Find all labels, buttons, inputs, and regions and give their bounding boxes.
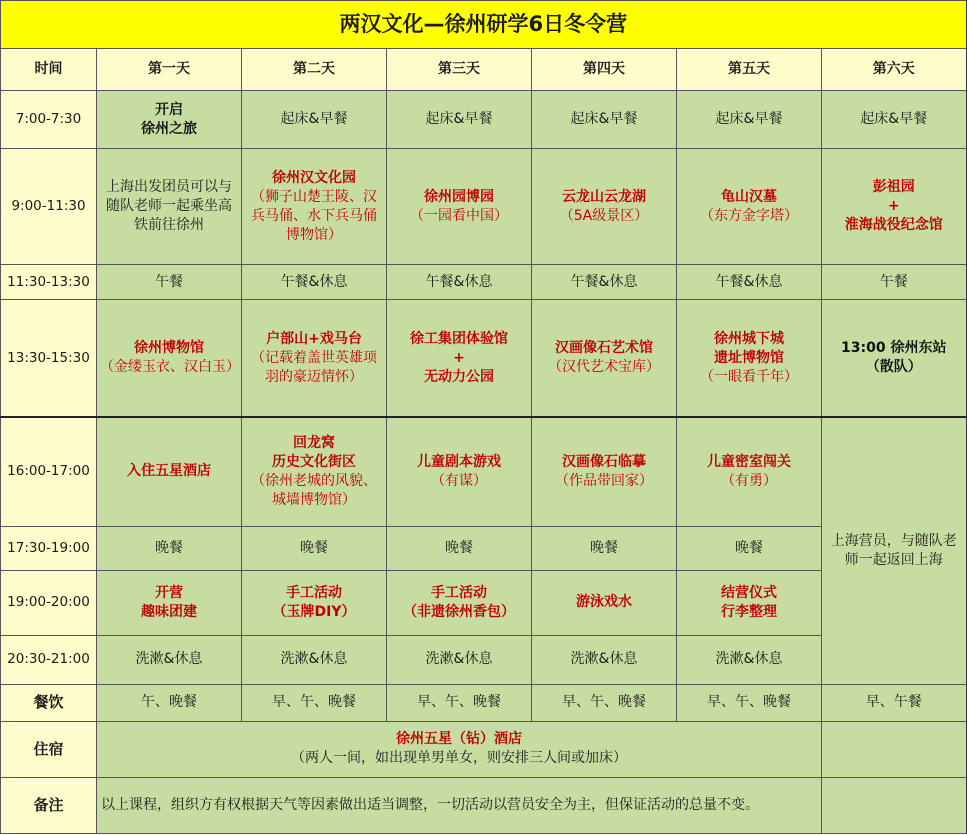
schedule-cell: 起床&早餐 [242, 91, 387, 149]
activity-desc: （狮子山楚王陵、汉兵马俑、水下兵马俑博物馆） [251, 188, 377, 243]
activity-name: 徐州园博园 [424, 188, 494, 205]
schedule-cell: 午餐&休息 [532, 265, 677, 300]
schedule-cell [242, 300, 387, 417]
activity-name: + [453, 349, 465, 366]
activity-desc: （汉代艺术宝库） [548, 359, 660, 376]
header-time: 时间 [1, 49, 97, 91]
remarks-label: 备注 [1, 777, 97, 833]
meals-cell: 早、午、晚餐 [677, 684, 822, 721]
schedule-cell [677, 300, 822, 417]
time-slot: 13:30-15:30 [1, 300, 97, 417]
activity-name: 行李整理 [721, 603, 777, 620]
lodging-cell [97, 721, 822, 777]
activity-name: 结营仪式 [721, 584, 777, 601]
remarks-text: 以上课程，组织方有权根据天气等因素做出适当调整，一切活动以营员安全为主，但保证活动的总量不变。 [97, 777, 822, 833]
schedule-cell [822, 300, 967, 417]
remarks-empty-cell [822, 777, 967, 833]
schedule-cell [387, 417, 532, 526]
schedule-cell [532, 417, 677, 526]
header-day-4: 第四天 [532, 49, 677, 91]
activity-name: 游泳戏水 [576, 594, 632, 611]
schedule-cell: 起床&早餐 [387, 91, 532, 149]
meals-cell: 早、午、晚餐 [387, 684, 532, 721]
schedule-cell [677, 417, 822, 526]
activity-name: （玉牌DIY） [272, 603, 356, 620]
schedule-cell: 午餐&休息 [387, 265, 532, 300]
schedule-cell: 洗漱&休息 [97, 635, 242, 684]
schedule-cell [532, 570, 677, 635]
activity-desc: （5A级景区） [559, 207, 649, 224]
activity-name: 彭祖园 [872, 179, 915, 196]
meals-cell: 午、晚餐 [97, 684, 242, 721]
activity-desc: （作品带回家） [555, 472, 653, 489]
activity-desc: （徐州老城的风貌、城墙博物馆） [251, 472, 377, 508]
activity-name: 儿童剧本游戏 [417, 453, 501, 470]
activity-name: 淮海战役纪念馆 [844, 217, 943, 234]
activity-desc: （一眼看千年） [700, 368, 798, 385]
meals-cell: 早、午、晚餐 [242, 684, 387, 721]
cell-line: 13:00 徐州东站 [841, 340, 947, 357]
header-day-2: 第二天 [242, 49, 387, 91]
page-title: 两汉文化—徐州研学6日冬令营 [1, 1, 967, 49]
cell-line: （散队） [865, 359, 922, 376]
header-day-1: 第一天 [97, 49, 242, 91]
activity-name: 户部山+戏马台 [266, 330, 362, 347]
activity-name: 手工活动 [431, 584, 487, 601]
activity-name: 徐州博物馆 [134, 340, 204, 357]
schedule-cell [97, 570, 242, 635]
activity-name: 汉画像石艺术馆 [555, 340, 653, 357]
schedule-cell: 午餐 [822, 265, 967, 300]
schedule-cell [387, 149, 532, 265]
activity-desc: （金缕玉衣、汉白玉） [100, 359, 240, 376]
schedule-cell [677, 570, 822, 635]
activity-name: 云龙山云龙湖 [562, 188, 646, 205]
schedule-cell: 起床&早餐 [677, 91, 822, 149]
time-slot: 17:30-19:00 [1, 526, 97, 570]
activity-name: 入住五星酒店 [127, 463, 211, 480]
activity-name: 手工活动 [286, 584, 342, 601]
schedule-cell: 晚餐 [242, 526, 387, 570]
activity-desc: （一园看中国） [410, 207, 508, 224]
activity-name: 趣味团建 [141, 603, 197, 620]
schedule-cell: 午餐 [97, 265, 242, 300]
header-day-3: 第三天 [387, 49, 532, 91]
schedule-cell: 起床&早餐 [532, 91, 677, 149]
activity-name: 徐工集团体验馆 [410, 330, 508, 347]
activity-name: 历史文化街区 [272, 453, 356, 470]
schedule-cell [97, 91, 242, 149]
schedule-cell [532, 149, 677, 265]
schedule-cell [97, 417, 242, 526]
lodging-note: （两人一间，如出现单男单女，则安排三人间或加床） [291, 750, 627, 767]
activity-name: 回龙窝 [293, 434, 335, 451]
hotel-name: 徐州五星（钻）酒店 [396, 731, 522, 748]
cell-line: 徐州之旅 [141, 120, 197, 137]
lodging-empty-cell [822, 721, 967, 777]
activity-name: 汉画像石临摹 [562, 453, 646, 470]
activity-desc: （有勇） [721, 472, 777, 489]
schedule-cell-return: 上海营员，与随队老师一起返回上海 [822, 417, 967, 684]
schedule-cell: 晚餐 [677, 526, 822, 570]
meals-cell: 早、午、晚餐 [532, 684, 677, 721]
schedule-cell [242, 570, 387, 635]
activity-name: + [887, 198, 900, 215]
activity-name: 儿童密室闯关 [707, 453, 791, 470]
activity-name: （非遗徐州香包） [403, 603, 515, 620]
schedule-cell [97, 300, 242, 417]
schedule-cell: 上海出发团员可以与随队老师一起乘坐高铁前往徐州 [97, 149, 242, 265]
schedule-cell: 洗漱&休息 [387, 635, 532, 684]
schedule-cell [677, 149, 822, 265]
schedule-cell: 晚餐 [532, 526, 677, 570]
activity-name: 遗址博物馆 [714, 349, 784, 366]
meals-label: 餐饮 [1, 684, 97, 721]
schedule-cell [387, 570, 532, 635]
activity-name: 徐州城下城 [714, 330, 784, 347]
time-slot: 11:30-13:30 [1, 265, 97, 300]
schedule-cell: 午餐&休息 [242, 265, 387, 300]
meals-cell: 早、午餐 [822, 684, 967, 721]
time-slot: 16:00-17:00 [1, 417, 97, 526]
schedule-cell: 洗漱&休息 [242, 635, 387, 684]
activity-desc: （东方金字塔） [700, 207, 798, 224]
schedule-cell [242, 149, 387, 265]
time-slot: 9:00-11:30 [1, 149, 97, 265]
activity-name: 徐州汉文化园 [272, 169, 356, 186]
schedule-cell: 洗漱&休息 [677, 635, 822, 684]
time-slot: 20:30-21:00 [1, 635, 97, 684]
header-day-6: 第六天 [822, 49, 967, 91]
schedule-cell [242, 417, 387, 526]
cell-line: 开启 [155, 101, 183, 118]
schedule-cell [387, 300, 532, 417]
time-slot: 19:00-20:00 [1, 570, 97, 635]
activity-name: 龟山汉墓 [721, 188, 777, 205]
schedule-cell: 洗漱&休息 [532, 635, 677, 684]
lodging-label: 住宿 [1, 721, 97, 777]
schedule-cell [822, 149, 967, 265]
schedule-cell: 午餐&休息 [677, 265, 822, 300]
activity-desc: （记载着盖世英雄项羽的豪迈情怀） [251, 349, 377, 385]
schedule-cell [532, 300, 677, 417]
schedule-cell: 晚餐 [97, 526, 242, 570]
time-slot: 7:00-7:30 [1, 91, 97, 149]
schedule-cell: 起床&早餐 [822, 91, 967, 149]
schedule-cell: 晚餐 [387, 526, 532, 570]
activity-desc: （有谋） [431, 472, 487, 489]
activity-name: 无动力公园 [424, 368, 494, 385]
activity-name: 开营 [155, 584, 183, 601]
header-day-5: 第五天 [677, 49, 822, 91]
